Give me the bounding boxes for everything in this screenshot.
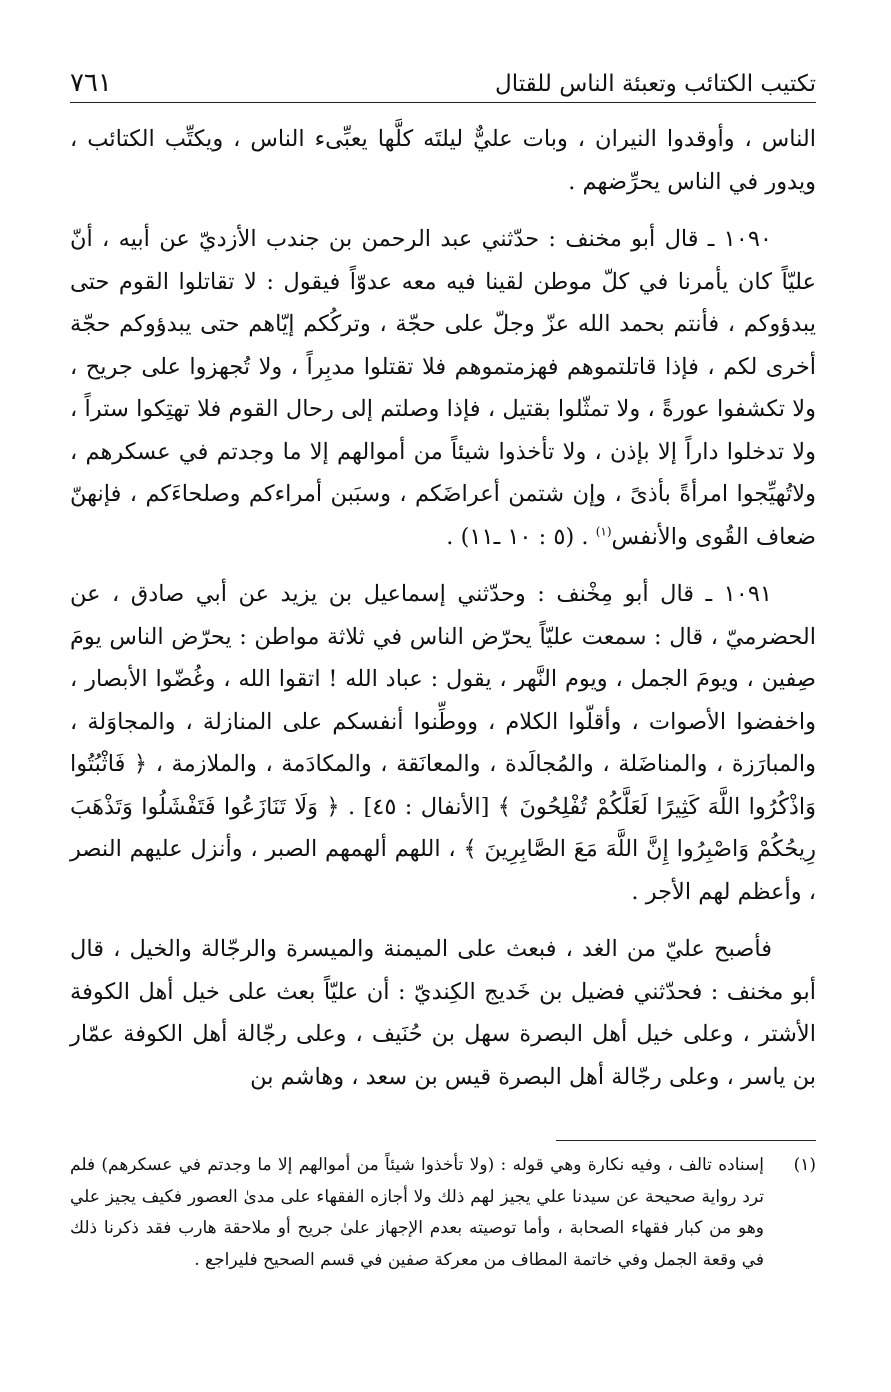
footnote-text: إسناده تالف ، وفيه نكارة وهي قوله : (ولا تأخذوا شيئاً من أموالهم إلا ما وجدتم في عسكرهم) فلم ترد رواية صحيحة عن سيدنا علي يجيز لهم ذلك ولا أجازه الفقهاء على مدىٰ العصور فكيف يجيز علي وهو من كبار فقهاء الصحابة ، وأما توصيته بعدم الإجهاز علىٰ جريح أو ملاحقة هارب فقد ذكرنا ذلك في وقعة الجمل وفي خاتمة المطاف من معركة صفين في قسم الصحيح فليراجع . [70, 1155, 764, 1270]
quran-reference: [الأنفال : ٤٥] . [347, 793, 490, 820]
paragraph-text: ، اللهم ألهمهم الصبر ، وأنزل عليهم النصر ، وأعظم لهم الأجر . [70, 836, 816, 905]
paragraph-text: ١٠٩١ ـ قال أبو مِخْنف : وحدّثني إسماعيل بن يزيد عن أبي صادق ، عن الحضرميّ ، قال : سمعت عليّاً يحرّض الناس في ثلاثة مواطن : يحرّض الناس يومَ صِفين ، ويومَ الجمل ، ويوم النَّهر ، يقول : عباد الله ! اتقوا الله ، وغُضّوا الأبصار ، واخفضوا الأصوات ، وأقلّوا الكلام ، ووطِّنوا أنفسكم على المنازلة ، والمجاوَلة ، والمبارَزة ، والمناضَلة ، والمُجالَدة ، والمعانَقة ، والمكادَمة ، والملازمة ، [70, 581, 817, 777]
footnote-divider [556, 1140, 816, 1141]
source-citation: . (٥ : ١٠ ـ١١) . [446, 523, 589, 550]
footnote [70, 1150, 816, 1276]
quran-verse: ﴿ فَاثْبُتُوا وَاذْكُرُوا اللَّهَ كَثِيرًا لَعَلَّكُمْ تُفْلِحُونَ ﴾ [70, 751, 817, 820]
quran-verse-2: ﴿ وَلَا تَنَازَعُوا فَتَفْشَلُوا وَتَذْهَبَ رِيحُكُمْ وَاصْبِرُوا إِنَّ اللَّهَ مَعَ الصَّابِرِينَ ﴾ [70, 793, 817, 862]
paragraph-narration-1090 [70, 218, 816, 558]
page-header [70, 62, 816, 103]
page-number: ٧٦١ [70, 68, 112, 98]
paragraph-text: فأصبح عليّ من الغد ، فبعث على الميمنة والميسرة والرجّالة والخيل ، قال أبو مخنف : فحدّثني فضيل بن خَديج الكِنديّ : أن عليّاً بعث على خيل أهل الكوفة الأشتر ، وعلى خيل أهل البصرة سهل بن حُنَيف ، وعلى رجّالة أهل الكوفة عمّار بن ياسر ، وعلى رجّالة أهل البصرة قيس بن سعد ، وهاشم بن [70, 936, 816, 1090]
paragraph-battle-formation [70, 928, 816, 1098]
paragraph-text: ١٠٩٠ ـ قال أبو مخنف : حدّثني عبد الرحمن بن جندب الأزديّ عن أبيه ، أنّ عليّاً كان يأمرنا في كلّ موطن لقينا فيه معه عدوّاً فيقول : لا تقاتلوا القوم حتى يبدؤوكم ، فأنتم بحمد الله عزّ وجلّ على حجّة ، وتركُكم إيّاهم حتى يبدؤوكم حجّة أخرى لكم ، فإذا قاتلتموهم فهزمتموهم فلا تقتلوا مدبِراً ، ولا تُجهزوا على جريح ، ولا تكشفوا عورةً ، ولا تمثّلوا بقتيل ، فإذا وصلتم إلى رحال القوم فلا تهتِكوا ستراً ، ولا تدخلوا داراً إلا بإذن ، ولا تأخذوا شيئاً من أموالهم إلا ما وجدتم في عسكرهم ، ولاتُهيِّجوا امرأةً بأذىً ، وإن شتمن أعراضَكم ، وسبَبن أمراءكم وصلحاءَكم ، فإنهنّ ضعاف القُوى والأنفس [70, 226, 816, 550]
main-text [70, 118, 816, 1113]
paragraph-narration-1091 [70, 573, 816, 913]
running-title: تكتيب الكتائب وتعبئة الناس للقتال [494, 71, 816, 97]
footnote-marker[interactable]: (١) [595, 524, 612, 538]
footnote-number: (١) [793, 1155, 816, 1175]
paragraph-text: الناس ، وأوقدوا النيران ، وبات عليٌّ ليلتَه كلَّها يعبِّىء الناس ، ويكتِّب الكتائب ، ويدور في الناس يحرِّضهم . [70, 126, 816, 195]
paragraph-opening [70, 118, 816, 203]
